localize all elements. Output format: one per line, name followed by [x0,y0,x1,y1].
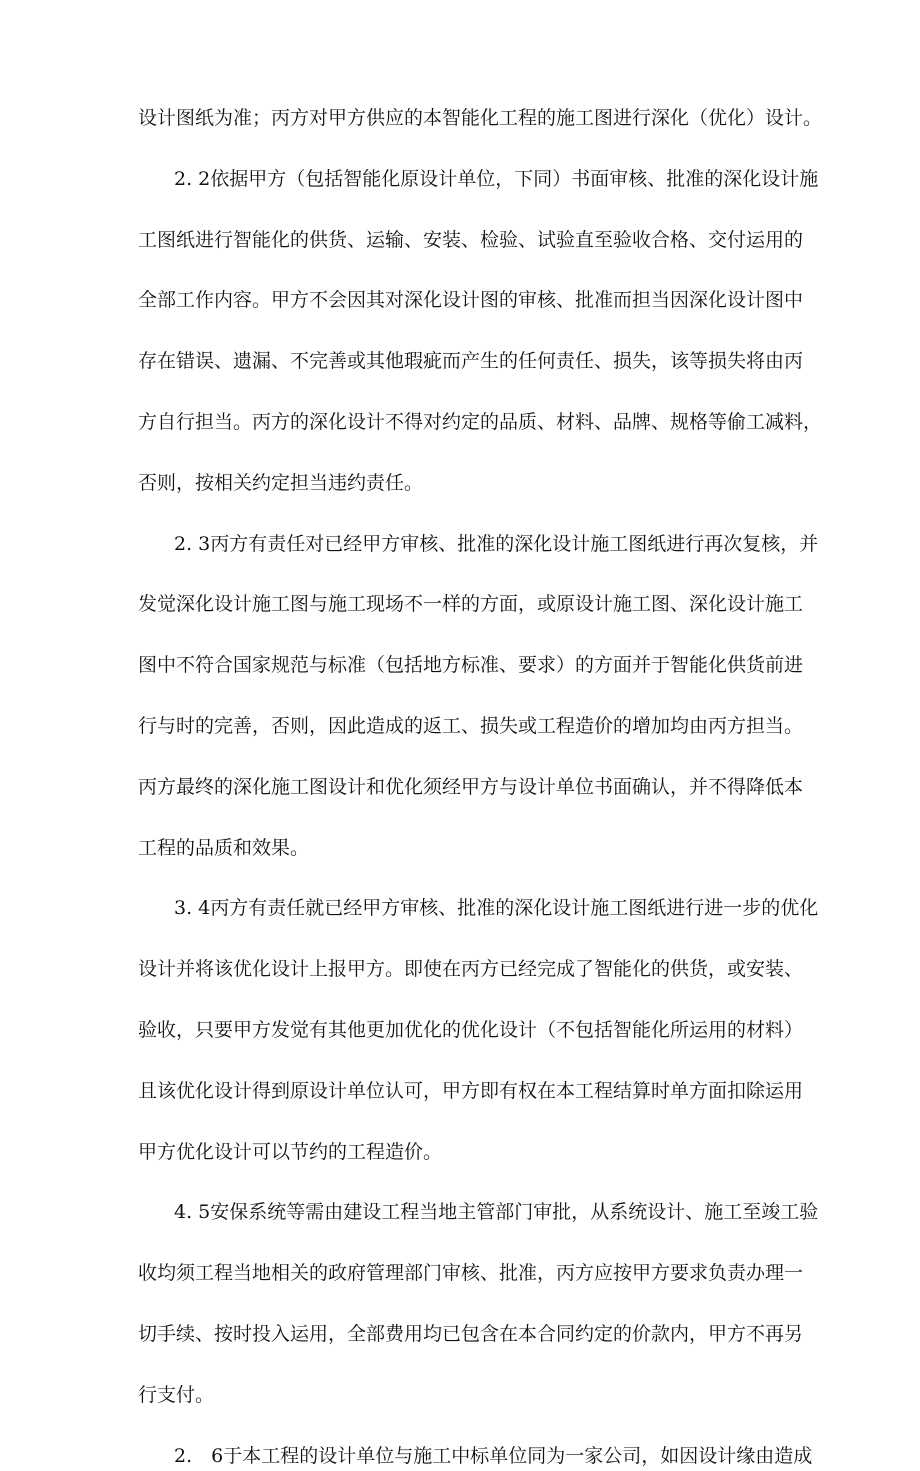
text-line: 工程的品质和效果。 [138,837,310,859]
text-line: 且该优化设计得到原设计单位认可，甲方即有权在本工程结算时单方面扣除运用 [138,1080,804,1102]
text-line: 方自行担当。丙方的深化设计不得对约定的品质、材料、品牌、规格等偷工减料， [138,411,823,433]
paragraph-start-line: 4. 5安保系统等需由建设工程当地主管部门审批，从系统设计、施工至竣工验 [174,1201,819,1223]
text-line: 甲方优化设计可以节约的工程造价。 [138,1141,443,1163]
text-line: 设计并将该优化设计上报甲方。即使在丙方已经完成了智能化的供货，或安装、 [138,958,804,980]
paragraph-start-line: 2. 6于本工程的设计单位与施工中标单位同为一家公司，如因设计缘由造成 [174,1445,813,1467]
text-line: 丙方最终的深化施工图设计和优化须经甲方与设计单位书面确认，并不得降低本 [138,776,804,798]
paragraph-start-line: 2. 2依据甲方（包括智能化原设计单位，下同）书面审核、批准的深化设计施 [174,168,819,190]
text-line: 收均须工程当地相关的政府管理部门审核、批准，丙方应按甲方要求负责办理一 [138,1262,804,1284]
paragraph-start-line: 2. 3丙方有责任对已经甲方审核、批准的深化设计施工图纸进行再次复核，并 [174,533,819,555]
text-line: 行支付。 [138,1384,215,1406]
text-line: 否则，按相关约定担当违约责任。 [138,472,424,494]
text-line: 行与时的完善，否则，因此造成的返工、损失或工程造价的增加均由丙方担当。 [138,715,804,737]
text-line: 工图纸进行智能化的供货、运输、安装、检验、试验直至验收合格、交付运用的 [138,229,804,251]
text-line: 切手续、按时投入运用，全部费用均已包含在本合同约定的价款内，甲方不再另 [138,1323,804,1345]
text-line: 发觉深化设计施工图与施工现场不一样的方面，或原设计施工图、深化设计施工 [138,593,804,615]
text-line: 存在错误、遗漏、不完善或其他瑕疵而产生的任何责任、损失，该等损失将由丙 [138,350,804,372]
text-line: 图中不符合国家规范与标准（包括地方标准、要求）的方面并于智能化供货前进 [138,654,804,676]
text-line: 全部工作内容。甲方不会因其对深化设计图的审核、批准而担当因深化设计图中 [138,289,804,311]
paragraph-start-line: 3. 4丙方有责任就已经甲方审核、批准的深化设计施工图纸进行进一步的优化 [174,897,819,919]
text-line: 验收，只要甲方发觉有其他更加优化的优化设计（不包括智能化所运用的材料） [138,1019,804,1041]
text-line: 设计图纸为准；丙方对甲方供应的本智能化工程的施工图进行深化（优化）设计。 [138,107,823,129]
